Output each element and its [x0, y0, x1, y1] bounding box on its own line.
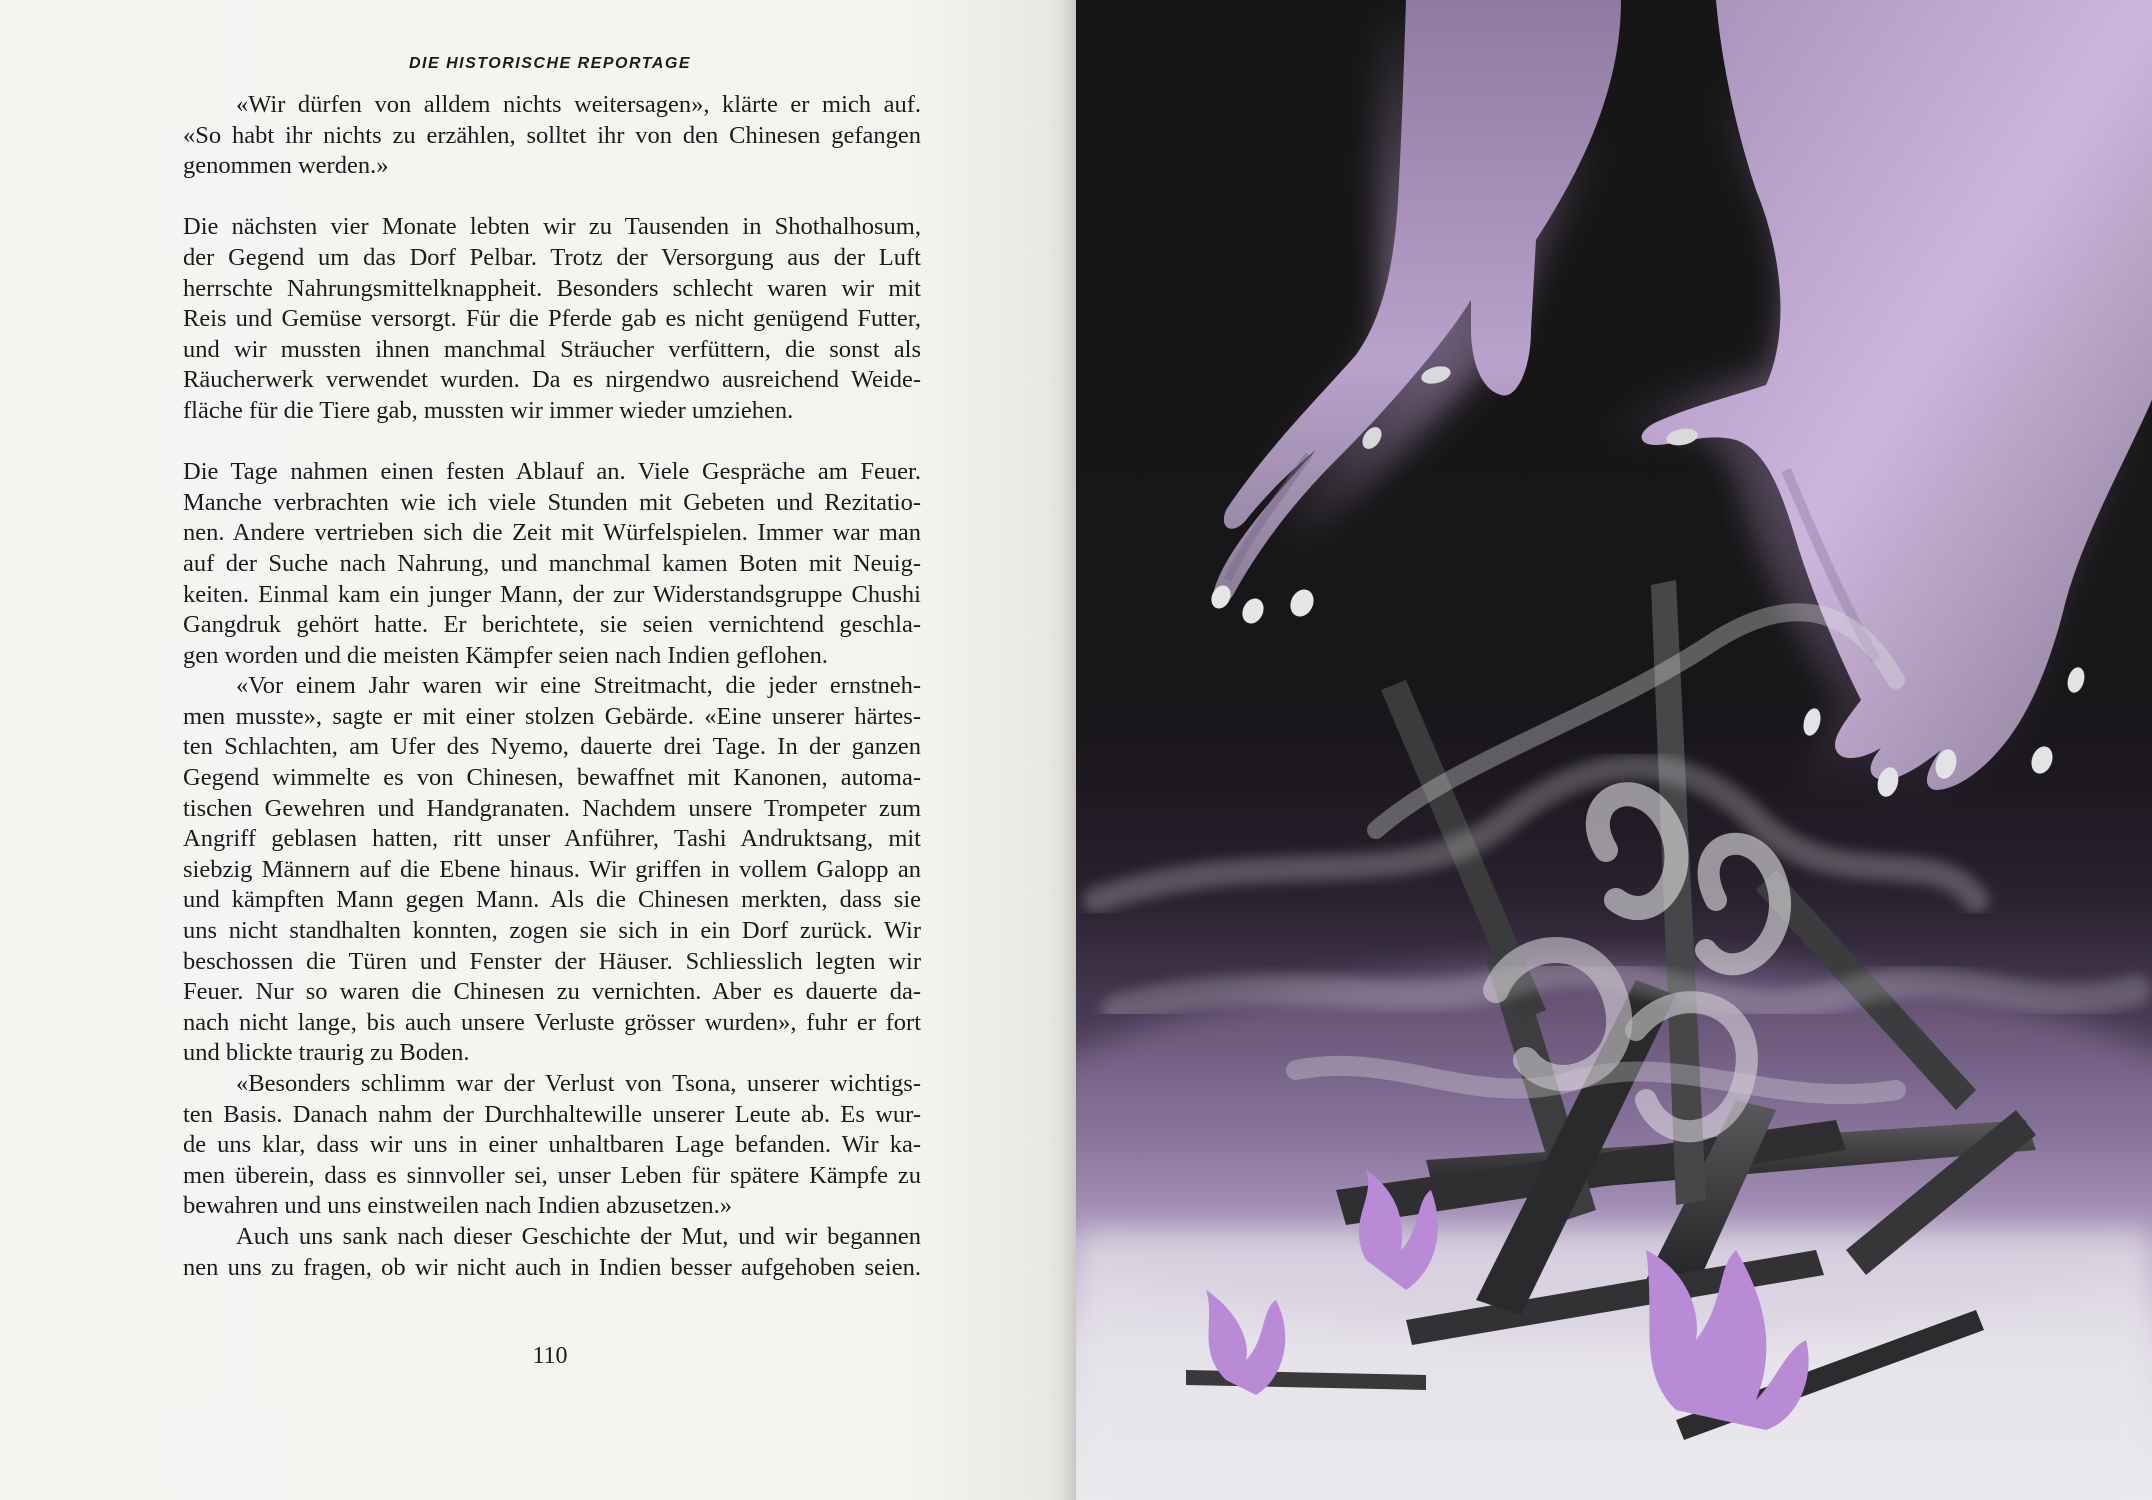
text-line: bewahren und uns einstweilen nach Indien abzusetzen.»: [183, 1192, 733, 1220]
text-line: beschossen die Türen und Fenster der Häuser. Schliesslich legten wir: [183, 947, 921, 975]
left-hand-icon: [1208, 0, 1636, 627]
text-line: fläche für die Tiere gab, mussten wir immer wieder umziehen.: [183, 396, 794, 424]
text-line: «Wir dürfen von alldem nichts weitersagen», klärte er mich auf.: [236, 91, 921, 118]
text-line: siebzig Männern auf die Ebene hinaus. Wir griffen in vollem Galopp an: [183, 855, 921, 883]
text-line: de uns klar, dass wir uns in einer unhaltbaren Lage befanden. Wir ka-: [183, 1131, 921, 1159]
paragraph-gap: [183, 182, 921, 213]
text-line: tischen Gewehren und Handgranaten. Nachdem unsere Trompeter zum: [183, 794, 921, 822]
text-line: und kämpften Mann gegen Mann. Als die Chinesen merkten, dass sie: [183, 886, 921, 914]
text-line: uns nicht standhalten konnten, zogen sie sich in ein Dorf zurück. Wir: [183, 917, 921, 945]
text-line: «Besonders schlimm war der Verlust von Tsona, unserer wichtigs-: [236, 1070, 921, 1097]
text-line: und wir mussten ihnen manchmal Sträucher verfüttern, die sonst als: [183, 335, 921, 363]
text-line: «Vor einem Jahr waren wir eine Streitmacht, die jeder ernstneh-: [236, 672, 921, 700]
right-hand-icon: [1610, 0, 2152, 816]
text-line: ten Schlachten, am Ufer des Nyemo, dauerte drei Tage. In der ganzen: [183, 733, 921, 761]
text-line: men überein, dass es sinnvoller sei, unser Leben für spätere Kämpfe zu: [183, 1161, 921, 1189]
campfire-illustration: [1076, 0, 2152, 1500]
text-line: Gangdruk gehört hatte. Er berichtete, sie seien vernichtend geschla-: [183, 611, 921, 639]
text-line: und blickte traurig zu Boden.: [183, 1039, 470, 1067]
body-text: [183, 90, 921, 1283]
text-line: nach nicht lange, bis auch unsere Verluste grösser wurden», fuhr er fort: [183, 1008, 921, 1036]
text-line: Feuer. Nur so waren die Chinesen zu vernichten. Aber es dauerte da-: [183, 978, 921, 1006]
text-line: nen uns zu fragen, ob wir nicht auch in Indien besser aufgehoben seien.: [183, 1253, 921, 1281]
text-line: Die Tage nahmen einen festen Ablauf an. Viele Gespräche am Feuer.: [183, 458, 921, 486]
text-line: Auch uns sank nach dieser Geschichte der Mut, und wir begannen: [236, 1222, 921, 1250]
text-line: Reis und Gemüse versorgt. Für die Pferde gab es nicht genügend Futter,: [183, 305, 921, 333]
paragraph-gap: [183, 427, 921, 458]
text-line: keiten. Einmal kam ein junger Mann, der zur Widerstandsgruppe Chushi: [183, 580, 921, 608]
text-line: Manche verbrachten wie ich viele Stunden mit Gebeten und Rezitatio-: [183, 488, 921, 516]
text-line: der Gegend um das Dorf Pelbar. Trotz der Versorgung aus der Luft: [183, 243, 921, 271]
text-line: «So habt ihr nichts zu erzählen, solltet ihr von den Chinesen gefangen: [183, 121, 921, 149]
right-page-illustration: [1076, 0, 2152, 1500]
text-line: nen. Andere vertrieben sich die Zeit mit Würfelspielen. Immer war man: [183, 519, 921, 547]
text-line: Gegend wimmelte es von Chinesen, bewaffnet mit Kanonen, automa-: [183, 764, 921, 792]
text-line: Angriff geblasen hatten, ritt unser Anführer, Tashi Andruktsang, mit: [183, 825, 921, 853]
text-line: herrschte Nahrungsmittelknappheit. Besonders schlecht waren wir mit: [183, 274, 921, 302]
text-line: men musste», sagte er mit einer stolzen Gebärde. «Eine unserer härtes-: [183, 702, 921, 730]
text-line: Räucherwerk verwendet wurden. Da es nirgendwo ausreichend Weide-: [183, 366, 921, 394]
text-line: auf der Suche nach Nahrung, und manchmal kamen Boten mit Neuig-: [183, 549, 921, 577]
text-line: Die nächsten vier Monate lebten wir zu Tausenden in Shothalhosum,: [183, 213, 921, 241]
text-line: ten Basis. Danach nahm der Durchhaltewille unserer Leute ab. Es wur-: [183, 1100, 921, 1128]
running-head: DIE HISTORISCHE REPORTAGE: [409, 55, 691, 72]
page-number: 110: [532, 1343, 568, 1369]
text-line: genommen werden.»: [183, 152, 389, 180]
text-line: gen worden und die meisten Kämpfer seien nach Indien geflohen.: [183, 641, 828, 669]
